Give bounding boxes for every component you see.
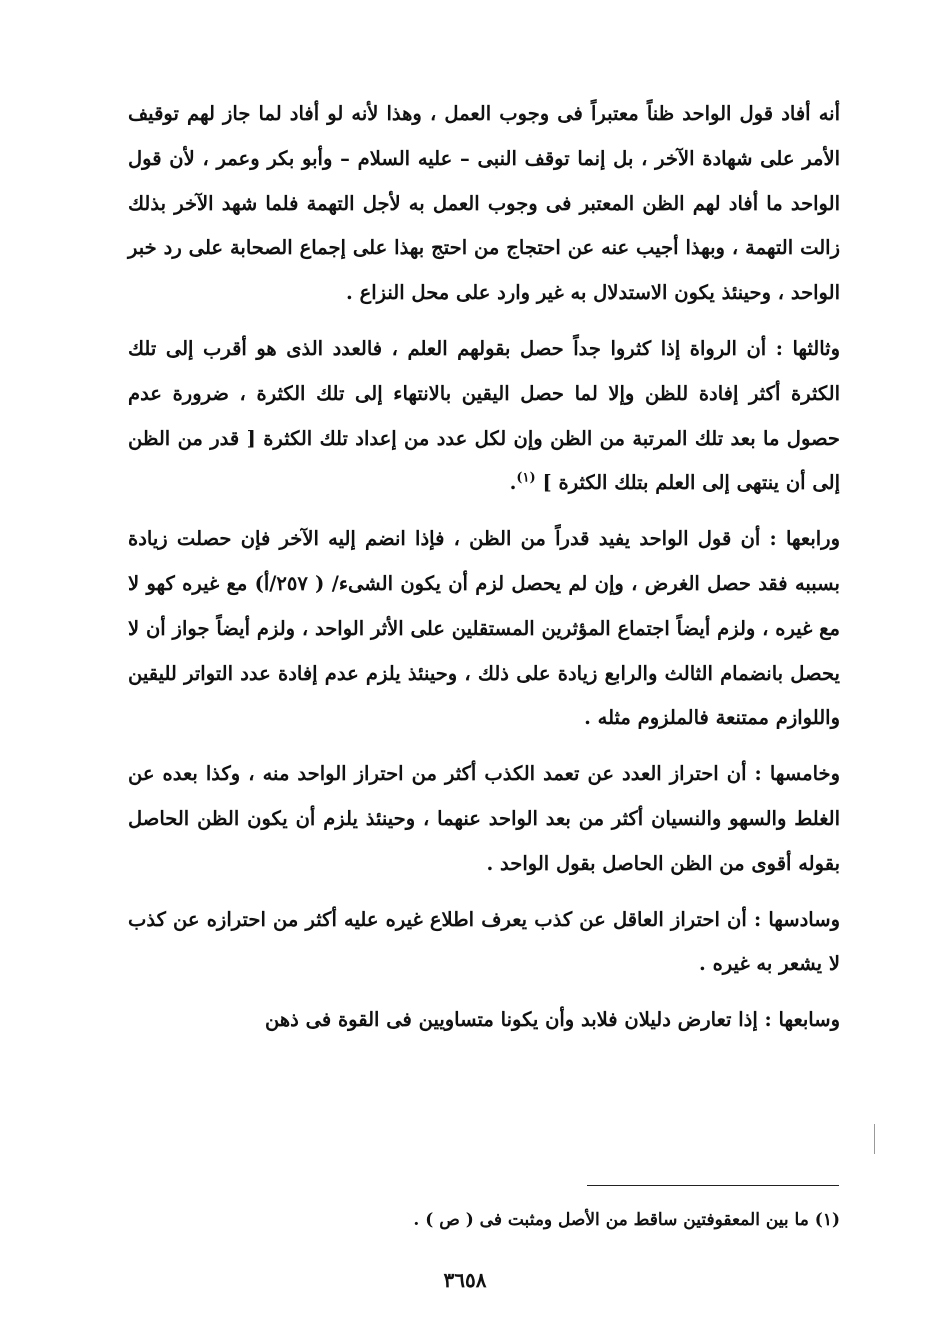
paragraph-2-text: : أن الرواة إذا كثروا جداً حصل بقولهم العلم ، فالعدد الذى هو أقرب إلى تلك الكثرة أكثر إفادة للظن وإلا لما حصل اليقين بالانتهاء إلى تلك الكثرة ، ضرورة عدم حصول ما بعد تلك المرتبة من الظن وإن لكل عدد من إعداد تلك الكثرة [ قدر من الظن إلى أن ينتهى إلى العلم بتلك الكثرة ] — [128, 336, 840, 495]
paragraph-3 — [128, 517, 840, 741]
paragraph-4 — [128, 752, 840, 886]
paragraph-6 — [128, 998, 840, 1043]
paragraph-5-text: : أن احتراز العاقل عن كذب يعرف اطلاع غيره عليه أكثر من احترازه عن كذب لا يشعر به غيره . — [128, 907, 840, 976]
paragraph-5-lead: وسادسها — [768, 907, 840, 931]
page-body — [128, 92, 840, 1054]
footnote: (١) ما بين المعقوفتين ساقط من الأصل ومثبت فى ( ص ) . — [413, 1210, 840, 1230]
footnote-divider — [587, 1185, 839, 1186]
paragraph-2 — [128, 327, 840, 506]
paragraph-3-text: : أن قول الواحد يفيد قدراً من الظن ، فإذا انضم إليه الآخر فإن حصلت زيادة بسببه فقد حصل الغرض ، وإن لم يحصل لزم أن يكون الشىء/ ( ٢٥٧/أ) مع غيره كهو لا مع غيره ، ولزم أيضاً اجتماع المؤثرين المستقلين على الأثر الواحد ، ولزم أيضاً جواز أن لا يحصل بانضمام الثالث والرابع زيادة على ذلك ، وحينئذ يلزم عدم إفادة عدد التواتر لليقين واللوازم ممتنعة فالملزوم مثله . — [128, 527, 840, 730]
paragraph-3-lead: ورابعها — [785, 527, 840, 551]
paragraph-6-text: : إذا تعارض دليلان فلابد وأن يكونا متساويين فى القوة فى ذهن — [264, 1008, 779, 1032]
paragraph-2-lead: وثالثها — [792, 336, 840, 360]
paragraph-5 — [128, 898, 840, 988]
footnote-ref[interactable]: (١) — [516, 470, 536, 486]
page-number: ٣٦٥٨ — [443, 1268, 487, 1292]
paragraph-4-lead: وخامسها — [769, 762, 840, 786]
paragraph-6-lead: وسابعها — [778, 1008, 840, 1032]
paragraph-1-text: أنه أفاد قول الواحد ظناً معتبراً فى وجوب العمل ، وهذا لأنه لو أفاد لما جاز لهم توقيف الأمر على شهادة الآخر ، بل إنما توقف النبى – عليه السلام – وأبو بكر وعمر ، لأن قول الواحد ما أفاد لهم الظن المعتبر فى وجوب العمل به لأجل التهمة فلما شهد الآخر بذلك زالت التهمة ، وبهذا أجيب عنه عن احتجاج من احتج بهذا على إجماع الصحابة على رد خبر الواحد ، وحينئذ يكون الاستدلال به غير وارد على محل النزاع . — [128, 102, 840, 305]
paragraph-4-text: : أن احتراز العدد عن تعمد الكذب أكثر من احتراز الواحد منه ، وكذا بعده عن الغلط والسهو والنسيان أكثر من بعد الواحد عنهما ، وحينئذ يلزم أن يكون الظن الحاصل بقوله أقوى من الظن الحاصل بقول الواحد . — [128, 762, 840, 875]
margin-mark — [874, 1124, 875, 1154]
paragraph-1 — [128, 92, 840, 316]
paragraph-2-tail: . — [509, 471, 517, 495]
